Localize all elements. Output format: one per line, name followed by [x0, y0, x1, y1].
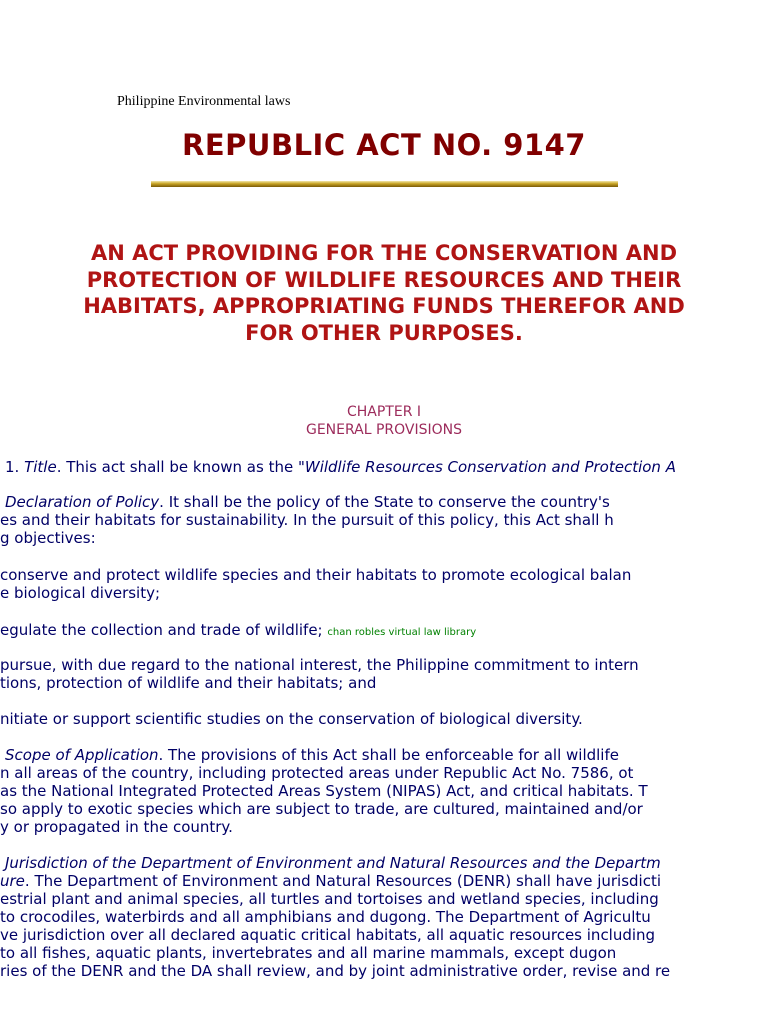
section-3-line: as the National Integrated Protected Areas System (NIPAS) Act, and critical habitats. T [0, 782, 648, 800]
act-subtitle [20, 240, 748, 346]
section-4-line: ries of the DENR and the DA shall review, and by joint administrative order, revise and re [0, 962, 671, 980]
subtitle-line: AN ACT PROVIDING FOR THE CONSERVATION AND [90, 241, 678, 265]
section-3-text: . The provisions of this Act shall be enforceable for all wildlife [158, 746, 619, 764]
item-c-line: tions, protection of wildlife and their habitats; and [0, 674, 377, 692]
item-c-line: pursue, with due regard to the national interest, the Philippine commitment to intern [0, 656, 639, 674]
section-1-short-title: Wildlife Resources Conservation and Protection A [304, 458, 676, 476]
section-3-line: n all areas of the country, including protected areas under Republic Act No. 7586, ot [0, 764, 634, 782]
subtitle-line: FOR OTHER PURPOSES. [245, 320, 523, 345]
section-1-text: . This act shall be known as the " [56, 458, 305, 476]
item-d: nitiate or support scientific studies on the conservation of biological diversity. [0, 710, 583, 728]
item-a-line: e biological diversity; [0, 584, 161, 602]
section-3-line [0, 746, 619, 764]
header-note: Philippine Environmental laws [117, 94, 291, 109]
section-4-line: estrial plant and animal species, all turtles and tortoises and wetland species, including [0, 890, 659, 908]
section-4-text: . The Department of Environment and Natural Resources (DENR) shall have jurisdicti [24, 872, 662, 890]
law-library-note: chan robles virtual law library [327, 627, 477, 638]
item-b-text: egulate the collection and trade of wildlife; [0, 621, 328, 639]
section-4-line: to all fishes, aquatic plants, invertebrates and all marine mammals, except dugon [0, 944, 617, 962]
item-b [0, 621, 476, 639]
section-2-heading: Declaration of Policy [5, 493, 160, 511]
chapter-heading [0, 403, 768, 439]
section-3-line: so apply to exotic species which are subject to trade, are cultured, maintained and/or [0, 800, 643, 818]
section-4-line [0, 872, 661, 890]
chapter-number: CHAPTER I [346, 404, 422, 420]
section-2-line [0, 493, 610, 511]
section-4-heading-tail: ure [0, 872, 25, 890]
section-3-line: y or propagated in the country. [0, 818, 233, 836]
section-4-line: ve jurisdiction over all declared aquatic critical habitats, all aquatic resources including [0, 926, 656, 944]
section-4-heading [0, 854, 661, 872]
section-1 [0, 458, 676, 476]
section-2-line: es and their habitats for sustainability. In the pursuit of this policy, this Act shall h [0, 511, 614, 529]
item-a-line: conserve and protect wildlife species and their habitats to promote ecological balan [0, 566, 632, 584]
section-3-heading: Scope of Application [5, 746, 159, 764]
section-1-heading: Title [24, 458, 57, 476]
chapter-title: GENERAL PROVISIONS [305, 422, 463, 438]
section-2-line: g objectives: [0, 529, 96, 547]
section-2-text: . It shall be the policy of the State to conserve the country's [159, 493, 610, 511]
section-1-number: 1. [5, 458, 20, 476]
section-4-line: to crocodiles, waterbirds and all amphibians and dugong. The Department of Agricultu [0, 908, 651, 926]
subtitle-line: HABITATS, APPROPRIATING FUNDS THEREFOR AND [83, 294, 685, 318]
section-4-heading-text: Jurisdiction of the Department of Environment and Natural Resources and the Departm [5, 854, 661, 872]
page-title: REPUBLIC ACT NO. 9147 [182, 128, 586, 162]
title-divider [151, 181, 618, 187]
subtitle-line: PROTECTION OF WILDLIFE RESOURCES AND THEIR [86, 267, 682, 292]
